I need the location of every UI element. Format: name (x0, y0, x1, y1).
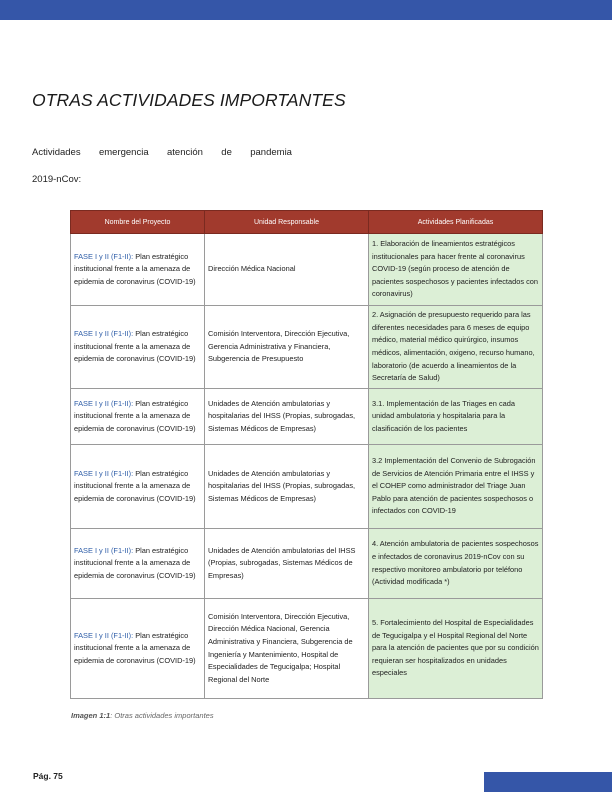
activity-cell: 2. Asignación de presupuesto requerido para las diferentes necesidades para 6 meses de equipo médico, material médico quirúrgico, insumos médicos, alimentación, oxigeno, recurso humano, laboratorio (de acuerdo a lineamientos de la Secretaría de Salud) (369, 306, 543, 389)
unit-cell: Unidades de Atención ambulatorias del IHSS (Propias, subrogadas, Sistemas Médicos de Empresas) (205, 529, 369, 599)
project-cell (71, 599, 205, 699)
project-text: Plan estratégico institucional frente a la amenaza de epidemia de coronavirus (COVID-19) (74, 468, 196, 503)
activity-cell: 5. Fortalecimiento del Hospital de Especialidades de Tegucigalpa y el Hospital Regional del Norte para la atención de pacientes que por su condición requieran ser hospitalizados en unidades especiales (369, 599, 543, 699)
activities-table (70, 210, 543, 699)
unit-cell: Unidades de Atención ambulatorias y hospitalarias del IHSS (Propias, subrogadas, Sistemas Médicos de Empresas) (205, 389, 369, 445)
intro-line-1 (32, 147, 292, 158)
table-row (71, 234, 543, 306)
fase-label: FASE I y II (F1-II): (74, 329, 134, 339)
intro-line-2: 2019-nCov: (32, 174, 82, 185)
project-text: Plan estratégico institucional frente a la amenaza de epidemia de coronavirus (COVID-19) (74, 545, 196, 580)
activity-cell: 4. Atención ambulatoria de pacientes sospechosos e infectados de coronavirus 2019-nCov con su respectivo monitoreo ambulatorio por teléfono (Actividad modificada *) (369, 529, 543, 599)
table-row (71, 389, 543, 445)
unit-cell: Comisión Interventora, Dirección Ejecutiva, Dirección Médica Nacional, Gerencia Administrativa y Financiera, Subgerencia de Ingeniería y Mantenimiento, Hospital de Especialidades de Tegucigalpa; Hospital Regional del Norte (205, 599, 369, 699)
project-cell (71, 234, 205, 306)
header-unit: Unidad Responsable (205, 211, 369, 234)
fase-label: FASE I y II (F1-II): (74, 468, 134, 478)
header-project: Nombre del Proyecto (71, 211, 205, 234)
project-text: Plan estratégico institucional frente a la amenaza de epidemia de coronavirus (COVID-19) (74, 630, 196, 665)
header-activities: Actividades Planificadas (369, 211, 543, 234)
project-text: Plan estratégico institucional frente a la amenaza de epidemia de coronavirus (COVID-19) (74, 251, 196, 286)
page-title: OTRAS ACTIVIDADES IMPORTANTES (32, 90, 346, 110)
fase-label: FASE I y II (F1-II): (74, 398, 134, 408)
page-number: Pág. 75 (33, 771, 63, 781)
caption-label: Imagen 1:1 (71, 711, 111, 720)
intro-word: emergencia (98, 147, 149, 158)
intro-word: atención (166, 147, 203, 158)
intro-word: de (221, 147, 232, 158)
project-cell (71, 389, 205, 445)
project-cell (71, 445, 205, 529)
fase-label: FASE I y II (F1-II): (74, 251, 134, 261)
project-cell (71, 529, 205, 599)
project-text: Plan estratégico institucional frente a la amenaza de epidemia de coronavirus (COVID-19) (74, 398, 196, 433)
table-row (71, 529, 543, 599)
table-row (71, 306, 543, 389)
unit-cell: Unidades de Atención ambulatorias y hospitalarias del IHSS (Propias, subrogadas, Sistemas Médicos de Empresas) (205, 445, 369, 529)
caption-text: Otras actividades importantes (114, 711, 214, 720)
unit-cell: Comisión Interventora, Dirección Ejecutiva, Gerencia Administrativa y Financiera, Subgerencia de Presupuesto (205, 306, 369, 389)
activity-cell: 1. Elaboración de lineamientos estratégicos institucionales para hacer frente al coronavirus COVID-19 (según proceso de atención de pacientes sospechosos y pacientes infectados con coronavirus) (369, 234, 543, 306)
bottom-decorative-band (484, 772, 612, 792)
fase-label: FASE I y II (F1-II): (74, 630, 134, 640)
image-caption (71, 711, 214, 720)
table-row (71, 445, 543, 529)
fase-label: FASE I y II (F1-II): (74, 545, 134, 555)
intro-word: Actividades (32, 147, 81, 158)
table-header-row (71, 211, 543, 234)
unit-cell: Dirección Médica Nacional (205, 234, 369, 306)
activity-cell: 3.1. Implementación de las Triages en cada unidad ambulatoria y hospitalaria para la clasificación de los pacientes (369, 389, 543, 445)
project-cell (71, 306, 205, 389)
project-text: Plan estratégico institucional frente a la amenaza de epidemia de coronavirus (COVID-19) (74, 329, 196, 364)
table-row (71, 599, 543, 699)
top-decorative-band (0, 0, 612, 20)
intro-word: pandemia (250, 147, 292, 158)
caption-separator: : (110, 711, 115, 720)
activity-cell: 3.2 Implementación del Convenio de Subrogación de Servicios de Atención Primaria entre el IHSS y el COHEP como administrador del Triage Juan Pablo para atención de pacientes sospechosos o infectados con COVID-19 (369, 445, 543, 529)
